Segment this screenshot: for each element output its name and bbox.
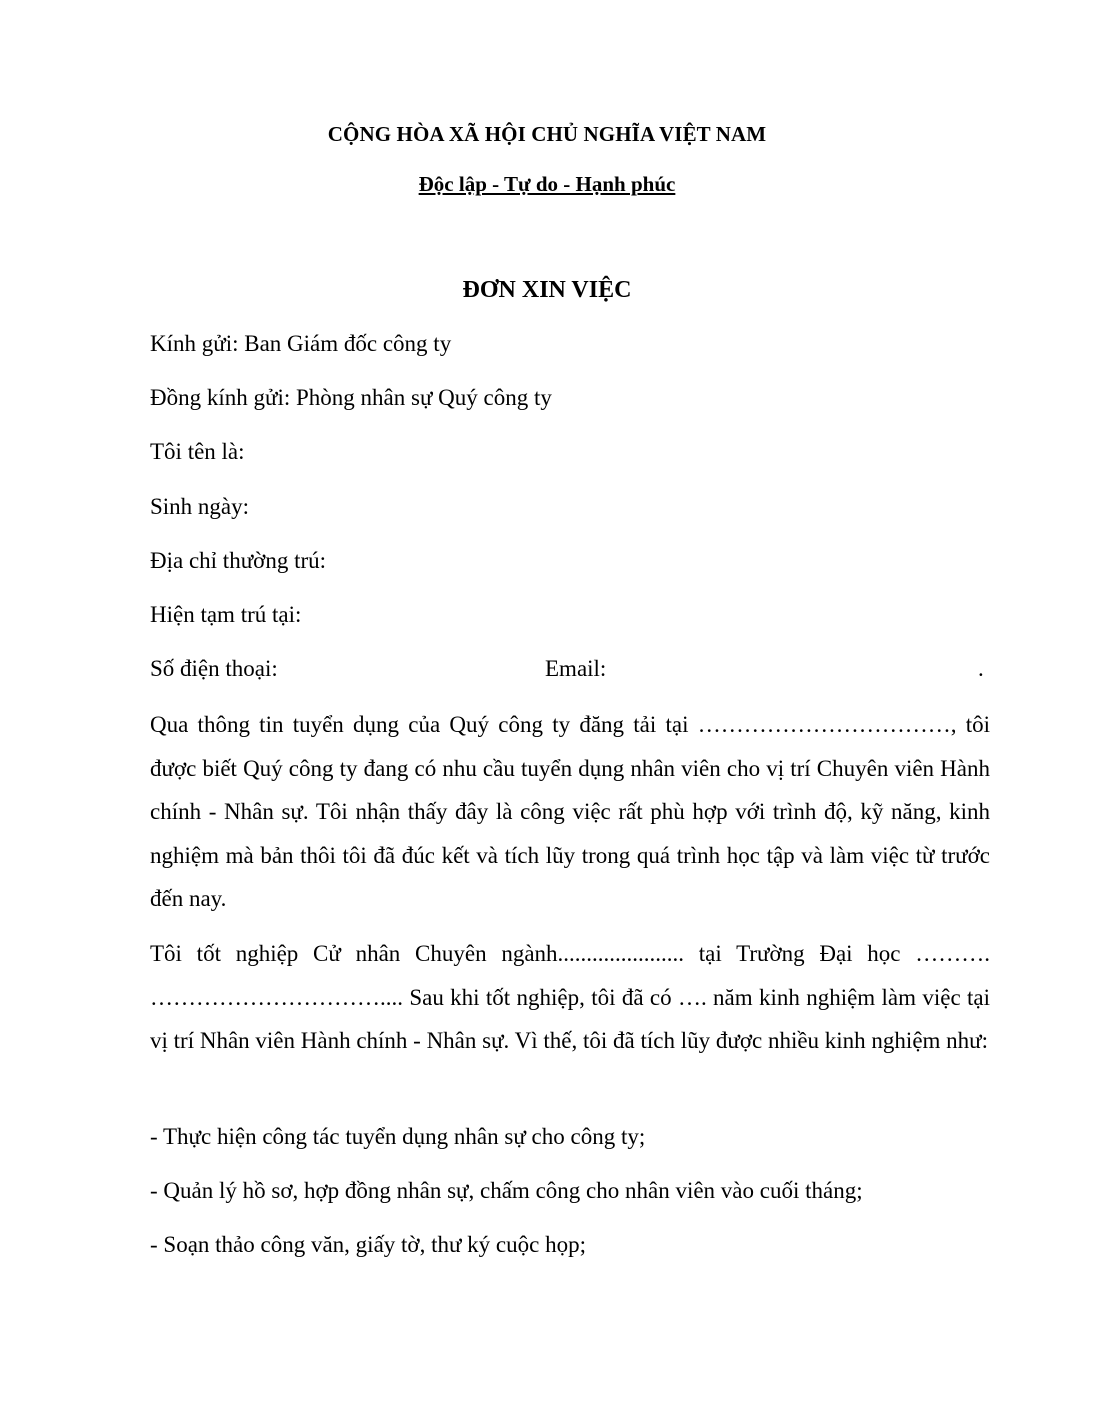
cc-recipient-line: Đồng kính gửi: Phòng nhân sự Quý công ty <box>150 385 552 410</box>
experience-item: - Thực hiện công tác tuyển dụng nhân sự cho công ty; <box>150 1124 646 1149</box>
intro-paragraph: Qua thông tin tuyển dụng của Quý công ty đăng tải tại ……………………………, tôi được biết Quý công ty đang có nhu cầu tuyển dụng nhân viên cho vị trí Chuyên viên Hành chính - Nhân sự. Tôi nhận thấy đây là công việc rất phù hợp với trình độ, kỹ năng, kinh nghiệm mà bản thôi tôi đã đúc kết và tích lũy trong quá trình học tập và làm việc từ trước đến nay. <box>150 712 990 911</box>
motto-text: Độc lập - Tự do - Hạnh phúc <box>418 172 676 196</box>
experience-item: - Quản lý hồ sơ, hợp đồng nhân sự, chấm công cho nhân viên vào cuối tháng; <box>150 1178 863 1203</box>
email-field-label: Email: <box>545 656 607 681</box>
country-heading: CỘNG HÒA XÃ HỘI CHỦ NGHĨA VIỆT NAM <box>327 122 767 146</box>
dob-field-label: Sinh ngày: <box>150 494 250 519</box>
email-field-end: . <box>978 656 984 681</box>
name-field-label: Tôi tên là: <box>150 439 245 464</box>
experience-item: - Soạn thảo công văn, giấy tờ, thư ký cuộc họp; <box>150 1232 586 1257</box>
recipient-line: Kính gửi: Ban Giám đốc công ty <box>150 331 452 356</box>
motto-heading <box>0 172 1094 197</box>
phone-field-label: Số điện thoại: <box>150 656 278 681</box>
permanent-address-label: Địa chỉ thường trú: <box>150 548 327 573</box>
education-paragraph: Tôi tốt nghiệp Cử nhân Chuyên ngành...................... tại Trường Đại học ………. ………………………….... Sau khi tốt nghiệp, tôi đã có …. năm kinh nghiệm làm việc tại vị trí Nhân viên Hành chính - Nhân sự. Vì thế, tôi đã tích lũy được nhiều kinh nghiệm như: <box>150 941 990 1053</box>
document-title: ĐƠN XIN VIỆC <box>462 277 632 303</box>
temporary-address-label: Hiện tạm trú tại: <box>150 602 302 627</box>
